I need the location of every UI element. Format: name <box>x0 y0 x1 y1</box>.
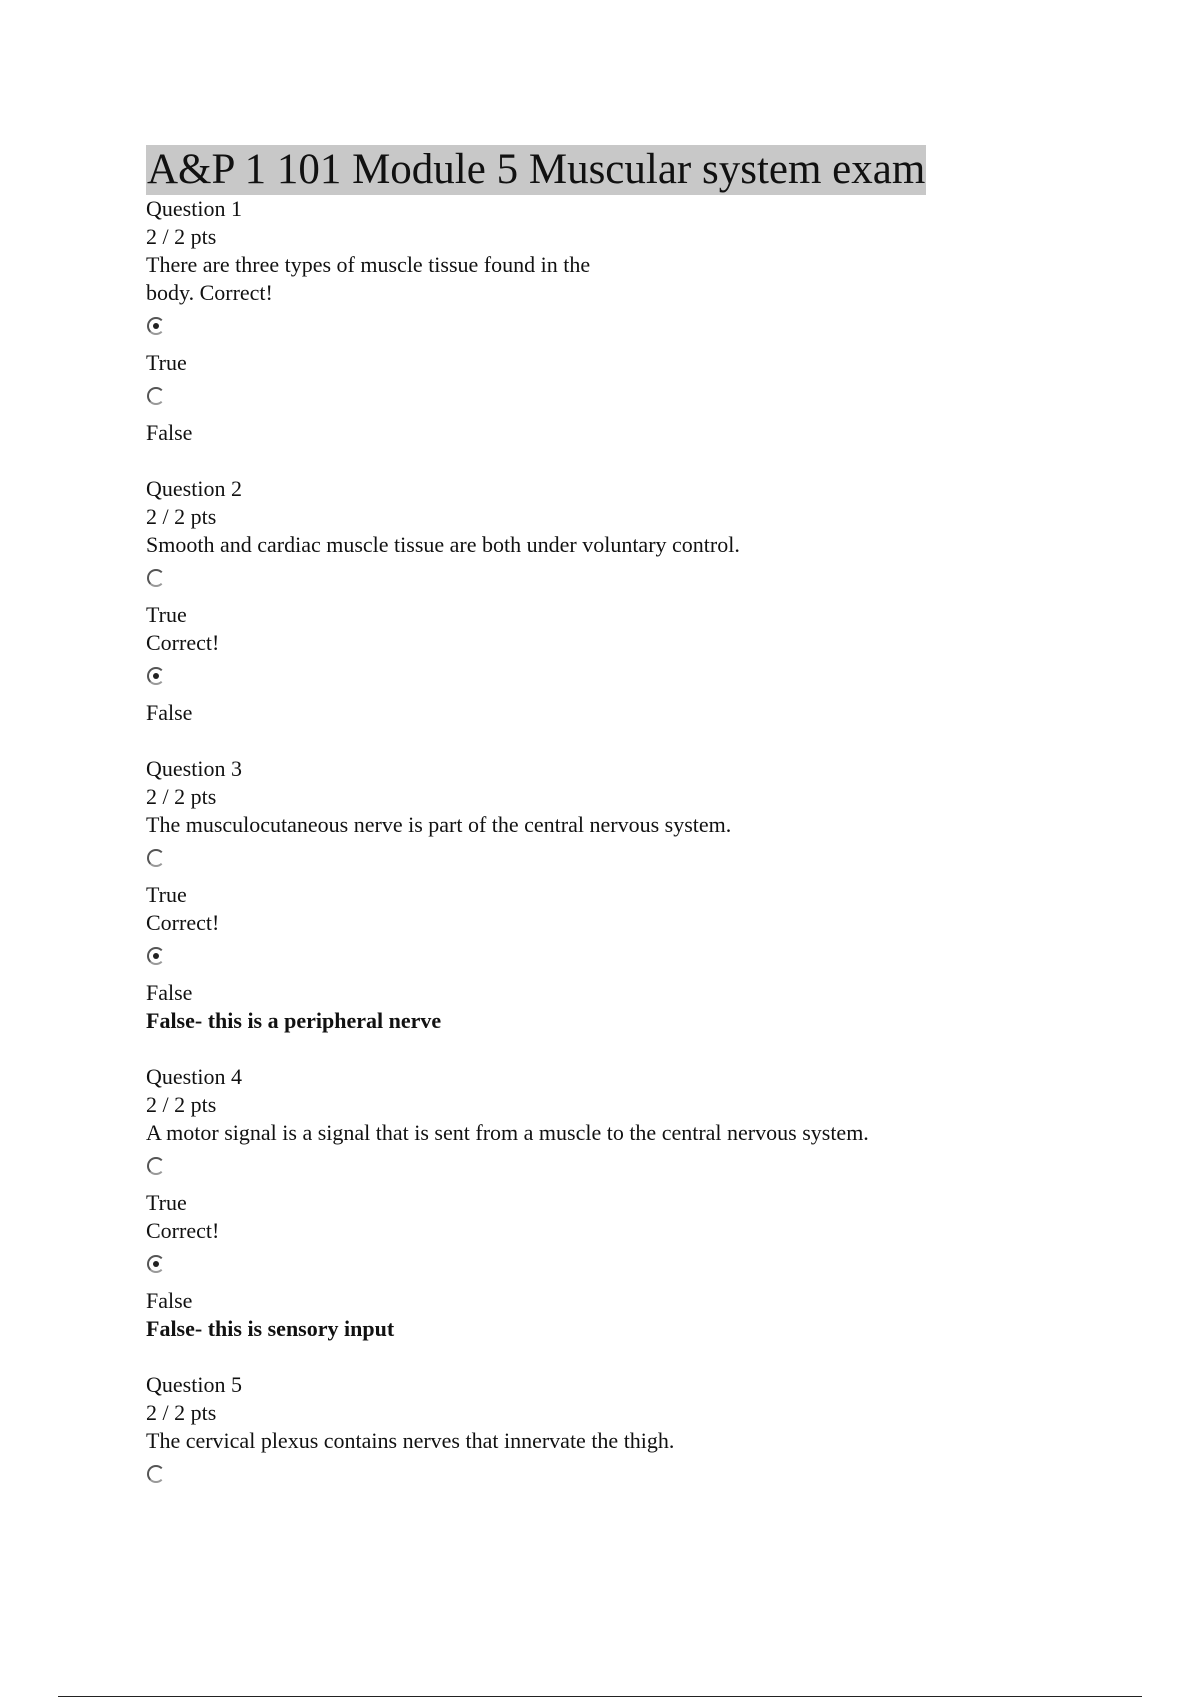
option-false-label: False <box>146 700 193 725</box>
question-4 <box>146 1063 1046 1343</box>
option-true-label: True <box>146 350 187 375</box>
question-2 <box>146 475 1046 727</box>
radio-selected-icon[interactable] <box>146 313 168 341</box>
correct-label: Correct! <box>146 630 220 655</box>
option-true-label: True <box>146 1190 187 1215</box>
question-points: 2 / 2 pts <box>146 784 217 809</box>
question-prompt: A motor signal is a signal that is sent from a muscle to the central nervous system. <box>146 1120 869 1145</box>
radio-unselected-icon[interactable] <box>146 845 168 873</box>
answer-explanation: False- this is a peripheral nerve <box>146 1008 442 1033</box>
question-5 <box>146 1371 1046 1489</box>
radio-selected-icon[interactable] <box>146 663 168 691</box>
answer-explanation: False- this is sensory input <box>146 1316 395 1341</box>
question-label: Question 3 <box>146 756 242 781</box>
question-label: Question 1 <box>146 196 242 221</box>
question-points: 2 / 2 pts <box>146 224 217 249</box>
radio-unselected-icon[interactable] <box>146 383 168 411</box>
question-prompt: The musculocutaneous nerve is part of the central nervous system. <box>146 812 732 837</box>
option-false-label: False <box>146 980 193 1005</box>
question-prompt: The cervical plexus contains nerves that innervate the thigh. <box>146 1428 675 1453</box>
exam-page <box>146 145 1046 1497</box>
radio-selected-icon[interactable] <box>146 1251 168 1279</box>
option-false-label: False <box>146 420 193 445</box>
question-label: Question 2 <box>146 476 242 501</box>
option-true-label: True <box>146 882 187 907</box>
question-points: 2 / 2 pts <box>146 1400 217 1425</box>
radio-unselected-icon[interactable] <box>146 1153 168 1181</box>
question-1 <box>146 195 1046 447</box>
option-false-label: False <box>146 1288 193 1313</box>
radio-unselected-icon[interactable] <box>146 1461 168 1489</box>
radio-selected-icon[interactable] <box>146 943 168 971</box>
page-title: A&P 1 101 Module 5 Muscular system exam <box>147 146 926 193</box>
option-true-label: True <box>146 602 187 627</box>
page-footer-rule <box>58 1696 1142 1697</box>
question-label: Question 4 <box>146 1064 242 1089</box>
question-prompt: Smooth and cardiac muscle tissue are both under voluntary control. <box>146 532 740 557</box>
question-label: Question 5 <box>146 1372 242 1397</box>
question-points: 2 / 2 pts <box>146 1092 217 1117</box>
correct-label: Correct! <box>146 910 220 935</box>
correct-label: Correct! <box>146 1218 220 1243</box>
question-3 <box>146 755 1046 1035</box>
question-points: 2 / 2 pts <box>146 504 217 529</box>
question-prompt: There are three types of muscle tissue found in the body. Correct! <box>146 252 591 305</box>
radio-unselected-icon[interactable] <box>146 565 168 593</box>
